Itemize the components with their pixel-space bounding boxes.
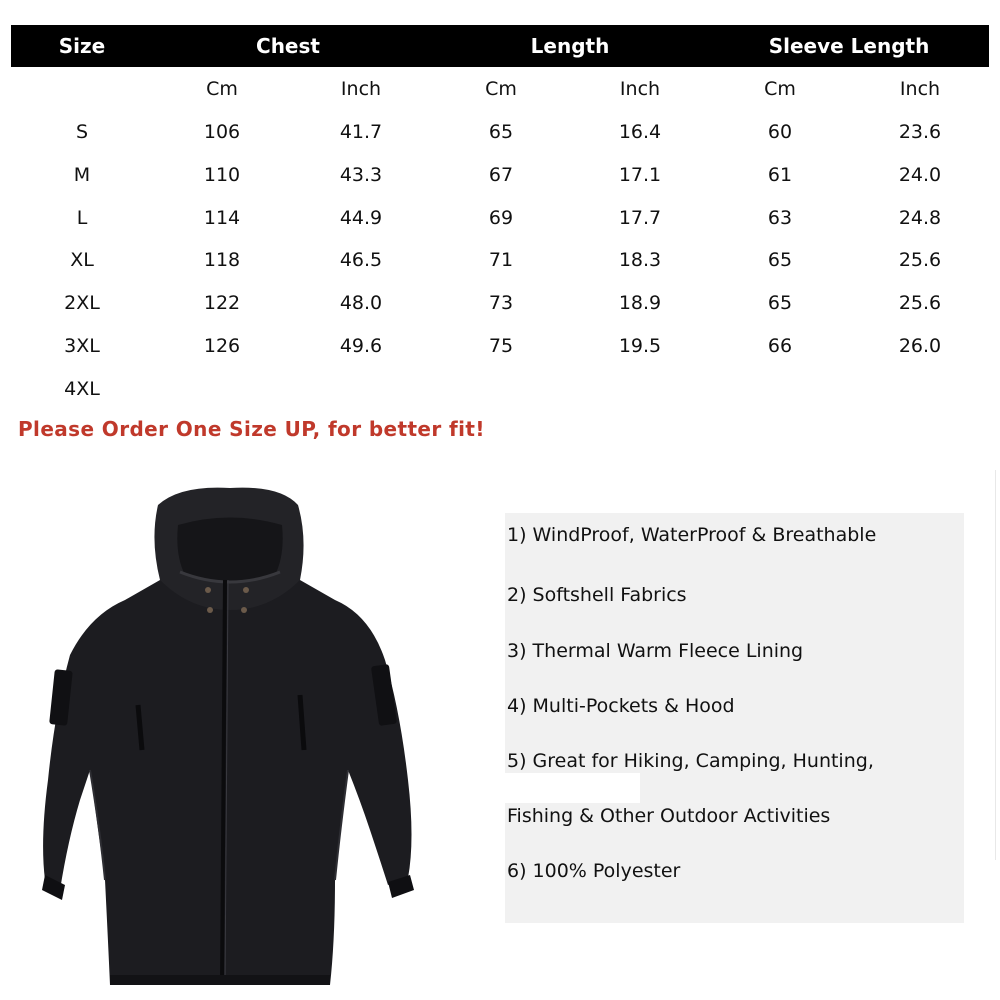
size-label: 4XL bbox=[64, 378, 100, 400]
size-label: M bbox=[73, 164, 91, 186]
header-size: Size bbox=[58, 34, 106, 58]
table-cell: 44.9 bbox=[339, 207, 383, 229]
table-cell: 24.8 bbox=[898, 207, 942, 229]
feature-item: 5) Great for Hiking, Camping, Hunting, bbox=[507, 750, 874, 772]
table-cell: 71 bbox=[488, 249, 514, 271]
header-sleeve-length: Sleeve Length bbox=[768, 34, 930, 58]
feature-item: 6) 100% Polyester bbox=[507, 860, 681, 882]
table-cell: 69 bbox=[488, 207, 514, 229]
table-cell: 66 bbox=[767, 335, 793, 357]
table-cell: 65 bbox=[488, 121, 514, 143]
table-cell: 65 bbox=[767, 249, 793, 271]
table-cell: 25.6 bbox=[898, 249, 942, 271]
jacket-image bbox=[30, 480, 430, 995]
table-cell: 17.1 bbox=[618, 164, 662, 186]
size-label: XL bbox=[70, 249, 94, 271]
unit-length-cm: Cm bbox=[485, 78, 517, 100]
unit-sleeve-cm: Cm bbox=[764, 78, 796, 100]
table-cell: 26.0 bbox=[898, 335, 942, 357]
table-cell: 106 bbox=[203, 121, 241, 143]
feature-item: 4) Multi-Pockets & Hood bbox=[507, 695, 735, 717]
softshell-jacket-icon bbox=[30, 480, 430, 995]
table-cell: 114 bbox=[203, 207, 241, 229]
table-cell: 16.4 bbox=[618, 121, 662, 143]
table-cell: 49.6 bbox=[339, 335, 383, 357]
divider bbox=[505, 773, 640, 803]
feature-item: 3) Thermal Warm Fleece Lining bbox=[507, 640, 804, 662]
size-label: 2XL bbox=[64, 292, 100, 314]
table-cell: 60 bbox=[767, 121, 793, 143]
table-cell: 41.7 bbox=[339, 121, 383, 143]
table-cell: 23.6 bbox=[898, 121, 942, 143]
size-label: L bbox=[76, 207, 88, 229]
feature-item: Fishing & Other Outdoor Activities bbox=[507, 805, 831, 827]
table-cell: 43.3 bbox=[339, 164, 383, 186]
unit-length-inch: Inch bbox=[619, 78, 661, 100]
table-cell: 18.9 bbox=[618, 292, 662, 314]
unit-sleeve-inch: Inch bbox=[899, 78, 941, 100]
table-cell: 63 bbox=[767, 207, 793, 229]
header-chest: Chest bbox=[256, 34, 320, 58]
size-notice: Please Order One Size UP, for better fit! bbox=[18, 417, 485, 441]
table-cell: 24.0 bbox=[898, 164, 942, 186]
table-cell: 67 bbox=[488, 164, 514, 186]
table-cell: 126 bbox=[203, 335, 241, 357]
table-cell: 122 bbox=[203, 292, 241, 314]
size-label: S bbox=[75, 121, 89, 143]
table-cell: 25.6 bbox=[898, 292, 942, 314]
divider bbox=[995, 470, 996, 860]
table-cell: 46.5 bbox=[339, 249, 383, 271]
table-cell: 65 bbox=[767, 292, 793, 314]
feature-item: 1) WindProof, WaterProof & Breathable bbox=[507, 524, 877, 546]
header-length: Length bbox=[530, 34, 610, 58]
table-cell: 118 bbox=[203, 249, 241, 271]
unit-chest-inch: Inch bbox=[340, 78, 382, 100]
unit-chest-cm: Cm bbox=[206, 78, 238, 100]
table-cell: 110 bbox=[203, 164, 241, 186]
table-cell: 73 bbox=[488, 292, 514, 314]
size-label: 3XL bbox=[64, 335, 100, 357]
feature-item: 2) Softshell Fabrics bbox=[507, 584, 687, 606]
table-cell: 19.5 bbox=[618, 335, 662, 357]
table-cell: 48.0 bbox=[339, 292, 383, 314]
table-cell: 18.3 bbox=[618, 249, 662, 271]
table-cell: 75 bbox=[488, 335, 514, 357]
divider bbox=[505, 478, 512, 516]
size-chart-header bbox=[11, 25, 989, 67]
table-cell: 61 bbox=[767, 164, 793, 186]
table-cell: 17.7 bbox=[618, 207, 662, 229]
